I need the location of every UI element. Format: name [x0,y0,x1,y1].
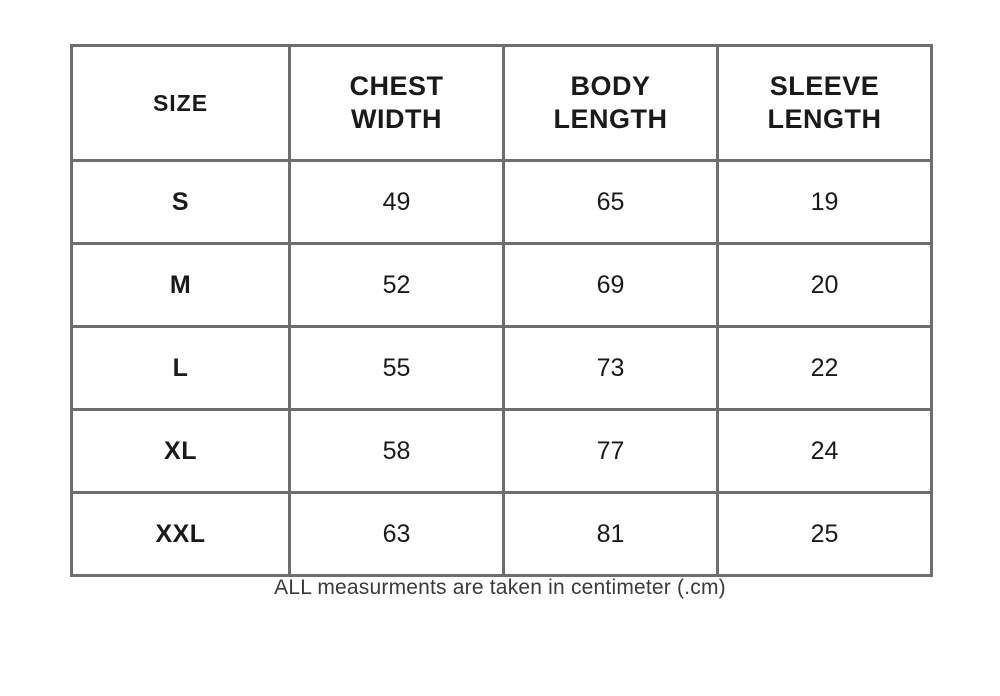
cell-size-s: S [72,161,290,244]
column-header-body-length-line-2: LENGTH [553,104,668,134]
cell-size-xl: XL [72,410,290,493]
table-row [72,493,932,576]
cell-sleeve-length-m: 20 [718,244,932,327]
cell-sleeve-length-l: 22 [718,327,932,410]
table-header [72,46,932,161]
cell-chest-width-m: 52 [290,244,504,327]
cell-chest-width-xxl: 63 [290,493,504,576]
column-header-size-line-1: SIZE [152,89,209,116]
column-header-chest-width-line-1: CHEST [349,71,444,102]
column-header-sleeve-length-line-2: LENGTH [767,104,882,134]
table-row [72,161,932,244]
cell-body-length-xxl: 81 [504,493,718,576]
size-chart-table [70,44,933,577]
table-row [72,410,932,493]
cell-sleeve-length-xl: 24 [718,410,932,493]
cell-body-length-l: 73 [504,327,718,410]
size-chart-table-wrapper [70,44,930,577]
table-body [72,161,932,576]
cell-sleeve-length-s: 19 [718,161,932,244]
cell-size-m: M [72,244,290,327]
column-header-chest-width [290,46,504,161]
column-header-sleeve-length [718,46,932,161]
cell-chest-width-l: 55 [290,327,504,410]
table-header-row [72,46,932,161]
cell-size-l: L [72,327,290,410]
cell-body-length-s: 65 [504,161,718,244]
cell-chest-width-s: 49 [290,161,504,244]
table-row [72,327,932,410]
column-header-chest-width-line-2: WIDTH [351,104,442,134]
column-header-body-length-line-1: BODY [570,71,651,102]
measurement-note: ALL measurments are taken in centimeter (.cm) [274,576,726,599]
cell-size-xxl: XXL [72,493,290,576]
cell-body-length-xl: 77 [504,410,718,493]
column-header-sleeve-length-line-1: SLEEVE [769,71,880,102]
table-row [72,244,932,327]
column-header-body-length [504,46,718,161]
column-header-size [72,46,290,161]
cell-body-length-m: 69 [504,244,718,327]
cell-chest-width-xl: 58 [290,410,504,493]
cell-sleeve-length-xxl: 25 [718,493,932,576]
